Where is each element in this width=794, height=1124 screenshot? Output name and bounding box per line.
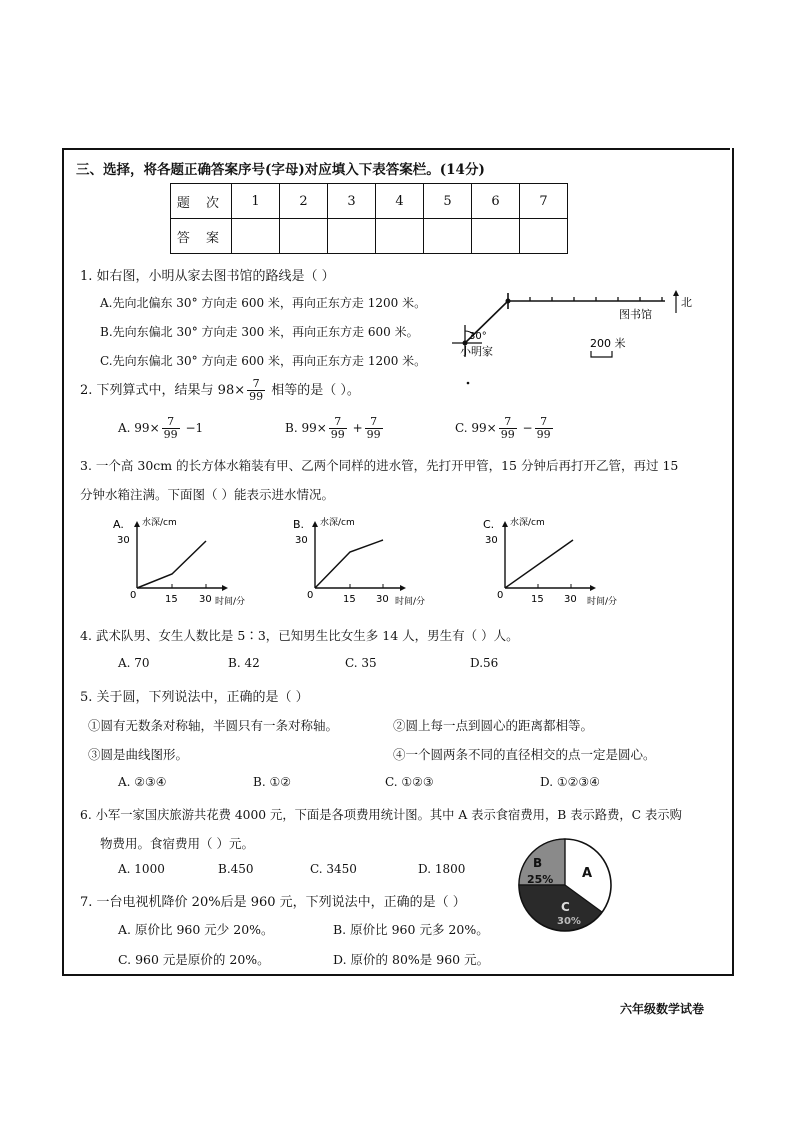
q1-stem: 1. 如右图，小明从家去图书馆的路线是（ ） <box>80 269 335 284</box>
chart-c-ytick: 30 <box>485 535 498 546</box>
q7-option-c: C. 960 元是原价的 20%。 <box>118 952 270 967</box>
q4-option-d: D.56 <box>470 656 499 670</box>
question-number-cell: 6 <box>472 184 520 219</box>
q7-option-b: B. 原价比 960 元多 20%。 <box>333 922 489 937</box>
q6-line1: 6. 小军一家国庆旅游共花费 4000 元，下面是各项费用统计图。其中 A 表示食宿费用，B 表示路费，C 表示购 <box>80 808 682 822</box>
q2-c-op: − <box>518 421 533 435</box>
q2-stem-post: 相等的是（ ）。 <box>267 383 360 398</box>
q2-a-fraction <box>162 416 180 441</box>
chart-c-xtick: 30 <box>564 594 577 605</box>
q1-option-a: A.先向北偏东 30° 方向走 600 米，再向正东方走 1200 米。 <box>100 296 427 310</box>
q5-option-d: D. ①②③④ <box>540 775 600 789</box>
q3-chart-b <box>285 512 435 612</box>
fraction-numerator: 7 <box>535 416 553 429</box>
q4-option-c: C. 35 <box>345 656 377 670</box>
chart-c-xtick: 15 <box>531 594 544 605</box>
pie-pct-b: 25% <box>527 873 554 886</box>
answer-table-header-row <box>171 184 568 219</box>
chart-a-ytick: 30 <box>117 535 130 546</box>
chart-b-line <box>315 540 383 588</box>
chart-a-xtick: 30 <box>199 594 212 605</box>
question-number-cell: 3 <box>328 184 376 219</box>
q5-option-b: B. ①② <box>253 775 291 789</box>
question-number-cell: 5 <box>424 184 472 219</box>
chart-a-origin: 0 <box>130 590 137 601</box>
answer-cell[interactable] <box>520 219 568 254</box>
question-number-cell: 7 <box>520 184 568 219</box>
pie-label-c: C <box>561 900 570 914</box>
y-axis-arrow-icon <box>312 521 318 527</box>
q2-b-fraction-2 <box>365 416 383 441</box>
question-number-cell: 1 <box>232 184 280 219</box>
y-axis-arrow-icon <box>134 521 140 527</box>
answer-cell[interactable] <box>472 219 520 254</box>
q2-stem-pre: 2. 下列算式中，结果与 98× <box>80 383 246 398</box>
q2-a-pre: A. 99× <box>118 421 160 435</box>
answer-row-label: 答 案 <box>171 219 232 254</box>
fraction-numerator: 7 <box>247 378 265 391</box>
chart-c-ylabel: 水深/cm <box>510 518 545 528</box>
q1-angle-label: 30° <box>469 331 487 342</box>
q4-stem: 4. 武术队男、女生人数比是 5∶3，已知男生比女生多 14 人，男生有（ ）人。 <box>80 628 519 643</box>
y-axis-arrow-icon <box>502 521 508 527</box>
q2-b-fraction-1 <box>329 416 347 441</box>
fraction-denominator: 99 <box>330 428 345 441</box>
q2-b-op: + <box>348 421 363 435</box>
fraction-numerator: 7 <box>162 416 180 429</box>
q1-library-label: 图书馆 <box>619 308 652 321</box>
q2-option-a <box>118 416 203 441</box>
q5-option-c: C. ①②③ <box>385 775 434 789</box>
x-axis-arrow-icon <box>590 585 596 591</box>
x-axis-arrow-icon <box>222 585 228 591</box>
q6-line2: 物费用。食宿费用（ ）元。 <box>100 836 254 851</box>
page-footer: 六年级数学试卷 <box>620 1002 705 1016</box>
q5-statement-3: ③圆是曲线图形。 <box>88 747 189 762</box>
chart-c-xlabel: 时间/分 <box>587 597 618 607</box>
x-axis-arrow-icon <box>400 585 406 591</box>
fraction-numerator: 7 <box>499 416 517 429</box>
q2-option-c <box>455 416 555 441</box>
q1-north-label: 北 <box>681 296 692 309</box>
chart-a-xtick: 15 <box>165 594 178 605</box>
answer-cell[interactable] <box>424 219 472 254</box>
q6-option-c: C. 3450 <box>310 862 357 876</box>
fraction-numerator: 7 <box>365 416 383 429</box>
q1-scale-label: 200 米 <box>590 337 626 350</box>
q7-option-d: D. 原价的 80%是 960 元。 <box>333 952 490 967</box>
q1-scale-bar <box>591 351 612 357</box>
answer-cell[interactable] <box>232 219 280 254</box>
q6-pie-chart <box>515 835 615 935</box>
q6-option-d: D. 1800 <box>418 862 466 876</box>
answer-cell[interactable] <box>280 219 328 254</box>
q7-option-a: A. 原价比 960 元少 20%。 <box>118 922 274 937</box>
chart-b-label: B. <box>293 518 305 531</box>
chart-b-origin: 0 <box>307 590 314 601</box>
chart-c-line <box>505 540 573 588</box>
q2-c-fraction-2 <box>535 416 553 441</box>
q1-option-b: B.先向东偏北 30° 方向走 300 米，再向正东方走 600 米。 <box>100 325 419 339</box>
answer-table-answer-row <box>171 219 568 254</box>
chart-a-xlabel: 时间/分 <box>215 597 245 607</box>
q2-option-b <box>285 416 385 441</box>
pie-label-b: B <box>533 856 543 870</box>
fraction-denominator: 99 <box>536 428 551 441</box>
q5-statement-2: ②圆上每一点到圆心的距离都相等。 <box>393 718 594 733</box>
section-title: 三、选择，将各题正确答案序号(字母)对应填入下表答案栏。(14分) <box>76 162 485 178</box>
chart-b-xlabel: 时间/分 <box>395 597 426 607</box>
q4-option-a: A. 70 <box>118 656 150 670</box>
q1-route-map <box>440 285 700 395</box>
answer-cell[interactable] <box>376 219 424 254</box>
answer-cell[interactable] <box>328 219 376 254</box>
chart-c-label: C. <box>483 518 495 531</box>
pie-label-a: A <box>582 866 593 881</box>
fraction-denominator: 99 <box>249 390 264 403</box>
chart-b-xtick: 30 <box>376 594 389 605</box>
fraction-numerator: 7 <box>329 416 347 429</box>
answer-table-label: 题 次 <box>171 184 232 219</box>
q3-chart-a <box>105 512 245 612</box>
fraction-denominator: 99 <box>500 428 515 441</box>
q4-option-b: B. 42 <box>228 656 260 670</box>
q7-stem: 7. 一台电视机降价 20%后是 960 元，下列说法中，正确的是（ ） <box>80 895 466 910</box>
q2-c-fraction-1 <box>499 416 517 441</box>
q2-a-post: −1 <box>181 421 204 435</box>
q5-statement-1: ①圆有无数条对称轴，半圆只有一条对称轴。 <box>88 718 339 733</box>
q2-stem <box>80 378 360 403</box>
q3-line2: 分钟水箱注满。下面图（ ）能表示进水情况。 <box>80 487 334 502</box>
q5-statement-4: ④一个圆两条不同的直径相交的点一定是圆心。 <box>393 747 656 762</box>
q5-stem: 5. 关于圆，下列说法中，正确的是（ ） <box>80 690 309 705</box>
q1-home-label: 小明家 <box>460 345 493 358</box>
question-number-cell: 4 <box>376 184 424 219</box>
q6-option-b: B.450 <box>218 862 254 876</box>
north-arrow-head-icon <box>673 290 679 296</box>
q6-option-a: A. 1000 <box>118 862 165 876</box>
chart-b-ylabel: 水深/cm <box>320 518 355 528</box>
chart-b-xtick: 15 <box>343 594 356 605</box>
chart-a-ylabel: 水深/cm <box>142 518 177 528</box>
chart-b-ytick: 30 <box>295 535 308 546</box>
q1-option-c: C.先向东偏北 30° 方向走 600 米，再向正东方走 1200 米。 <box>100 354 427 368</box>
q2-fraction <box>247 378 265 403</box>
q3-chart-c <box>475 512 635 612</box>
pie-pct-c: 30% <box>557 916 581 927</box>
q2-c-pre: C. 99× <box>455 421 497 435</box>
chart-c-origin: 0 <box>497 590 504 601</box>
chart-a-line <box>137 541 206 588</box>
q3-line1: 3. 一个高 30cm 的长方体水箱装有甲、乙两个同样的进水管，先打开甲管，15 分钟后再打开乙管，再过 15 <box>80 458 679 473</box>
answer-table <box>170 183 568 254</box>
fraction-denominator: 99 <box>366 428 381 441</box>
fraction-denominator: 99 <box>163 428 178 441</box>
question-number-cell: 2 <box>280 184 328 219</box>
chart-a-label: A. <box>113 518 124 531</box>
q2-b-pre: B. 99× <box>285 421 327 435</box>
q5-option-a: A. ②③④ <box>118 775 167 789</box>
